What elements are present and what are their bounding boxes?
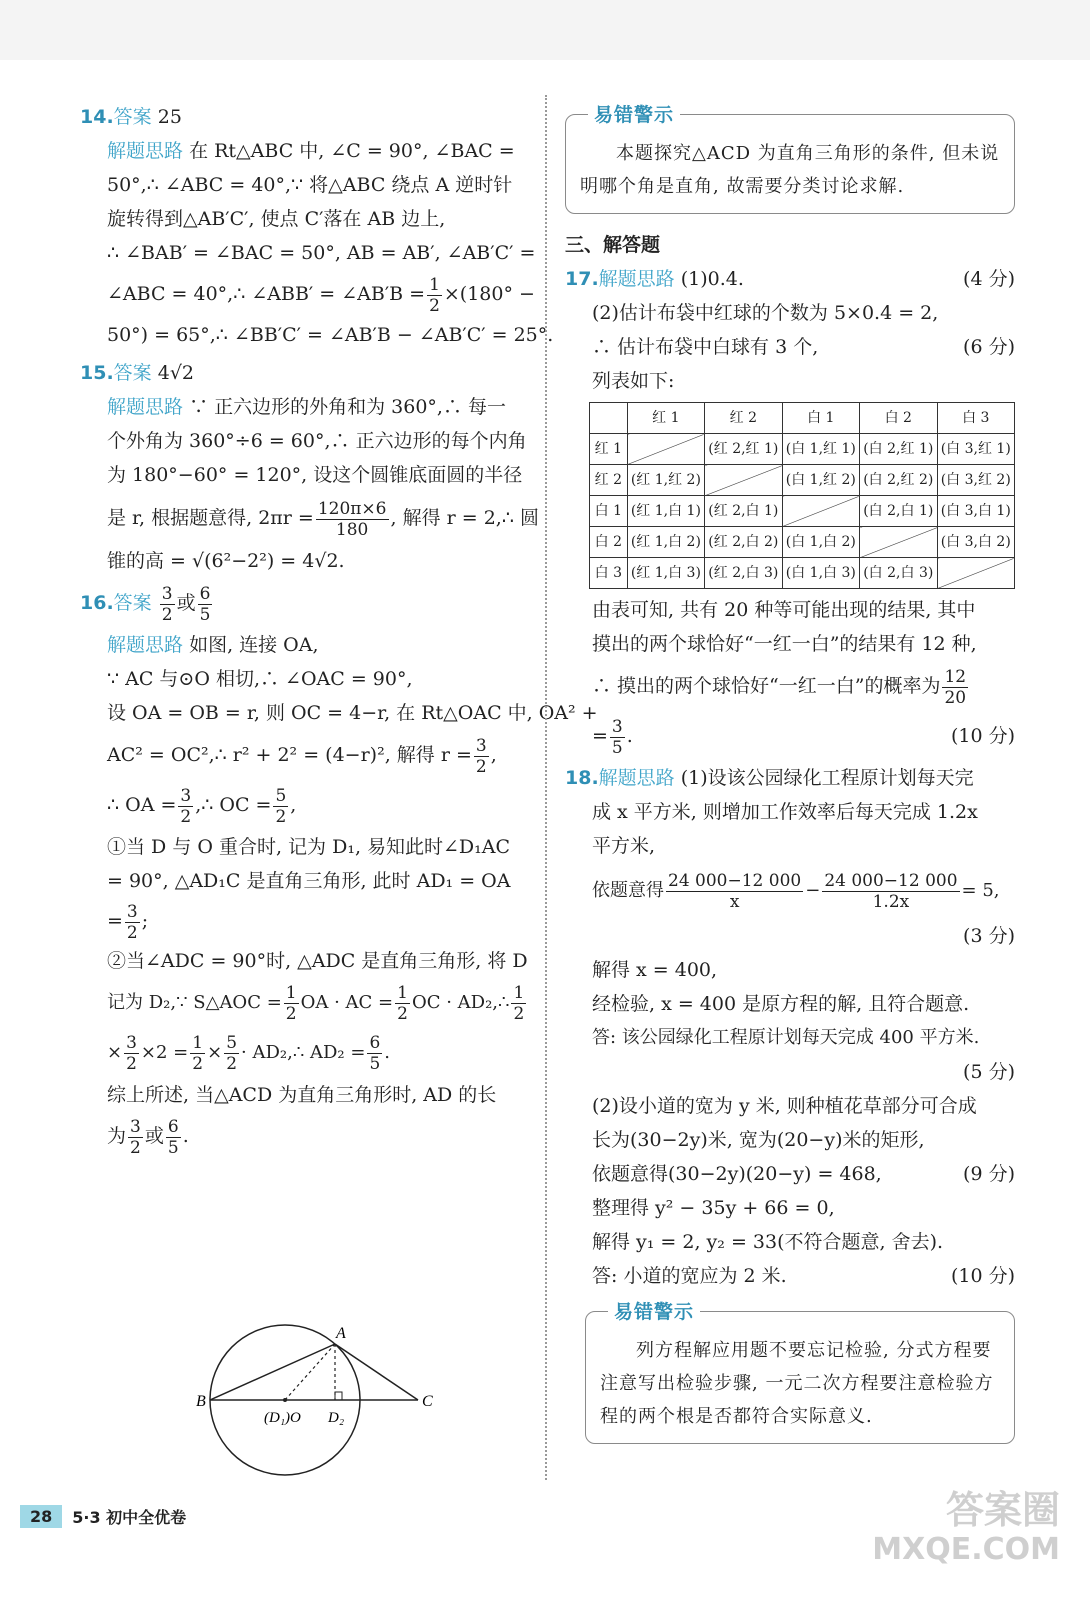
- q17-score-1: (4 分): [963, 268, 1015, 290]
- q15-header: [80, 356, 530, 390]
- q18-score-7: (5 分): [963, 1061, 1015, 1083]
- table-cell: (白 1,红 2): [782, 465, 859, 496]
- q16-text-1: 如图, 连接 OA,: [189, 634, 319, 656]
- table-cell: (白 2,红 2): [860, 465, 937, 496]
- table-cell-diagonal: [860, 527, 937, 558]
- fraction: [128, 1117, 143, 1158]
- q17-score-3: (6 分): [963, 336, 1015, 358]
- denominator: x: [729, 891, 740, 912]
- table-cell: (白 3,红 2): [937, 465, 1015, 496]
- q14-tag: 解题思路: [107, 140, 184, 162]
- q18-text-4b: −: [805, 880, 821, 901]
- q18-line-2: 成 x 平方米, 则增加工作效率后每天完成 1.2x: [592, 801, 978, 823]
- q18-line-11: 整理得 y² − 35y + 66 = 0,: [592, 1197, 835, 1219]
- watermark-logo: 答案圈: [945, 1488, 1060, 1532]
- q17-line-3: [565, 330, 1015, 364]
- q15-line-1: [80, 390, 530, 424]
- table-cell: (白 1,白 3): [782, 558, 859, 589]
- table-cell: (红 2,红 1): [705, 434, 782, 465]
- q14-line-1: [80, 134, 530, 168]
- table-cell: 白 1: [590, 496, 628, 527]
- fraction: [474, 736, 489, 777]
- numerator: 120π×6: [317, 498, 387, 519]
- q16-text-5b: ,∴ OC =: [195, 794, 272, 816]
- denominator: 1.2x: [872, 891, 910, 912]
- table-cell-diagonal: [705, 465, 782, 496]
- q17-line-6: 摸出的两个球恰好“一红一白”的结果有 12 种,: [592, 633, 977, 655]
- table-cell: (红 1,白 2): [627, 527, 704, 558]
- q14-text-5a: ∠ABC = 40°,∴ ∠ABB′ = ∠AB′B =: [107, 283, 426, 305]
- numerator: 24 000−12 000: [824, 870, 958, 891]
- q16-text-11a: ×: [107, 1042, 123, 1063]
- table-cell: (红 1,红 2): [627, 465, 704, 496]
- q18-tag: 解题思路: [598, 767, 675, 789]
- fraction: [190, 1033, 205, 1074]
- table-cell: (红 1,白 1): [627, 496, 704, 527]
- q14-line-4: ∴ ∠BAB′ = ∠BAC = 50°, AB = AB′, ∠AB′C′ =: [107, 242, 536, 264]
- q18-text-4a: 依题意得: [592, 880, 664, 901]
- table-row: [590, 496, 1015, 527]
- denominator: 2: [397, 1003, 408, 1024]
- q16-line-6: ①当 D 与 O 重合时, 记为 D₁, 易知此时∠D₁AC: [107, 836, 511, 858]
- q18-line-1: [565, 761, 1015, 795]
- warning-box-2: [585, 1301, 1015, 1444]
- q16-line-12: 综上所述, 当△ACD 为直角三角形时, AD 的长: [107, 1084, 497, 1106]
- table-cell: (白 2,红 1): [860, 434, 937, 465]
- q16-text-5a: ∴ OA =: [107, 794, 177, 816]
- q15-text-4b: , 解得 r = 2,∴ 圆: [390, 507, 539, 529]
- fraction: [124, 1033, 139, 1074]
- fraction: [160, 584, 175, 625]
- table-cell: (白 1,白 2): [782, 527, 859, 558]
- q14-line-6: 50°) = 65°,∴ ∠BB′C′ = ∠AB′B − ∠AB′C′ = 25°.: [107, 324, 554, 346]
- numerator: 5: [275, 785, 287, 806]
- q17-tag: 解题思路: [598, 268, 675, 290]
- table-header-row: [590, 403, 1015, 434]
- q16-text-11e: · AD₂,∴ AD₂ =: [241, 1042, 366, 1063]
- table-cell: (白 3,红 1): [937, 434, 1015, 465]
- numerator: 3: [126, 1032, 137, 1053]
- fraction: [273, 786, 288, 827]
- q16-text-13a: 为: [107, 1125, 127, 1147]
- q18-line-7: 答: 该公园绿化工程原计划每天完成 400 平方米.: [592, 1027, 980, 1048]
- q16-line-5: [80, 780, 530, 830]
- denominator: 2: [226, 1053, 238, 1074]
- q16-line-7: = 90°, △AD₁C 是直角三角形, 此时 AD₁ = OA: [107, 870, 511, 892]
- table-cell-diagonal: [937, 558, 1015, 589]
- table-cell: 白 2: [590, 527, 628, 558]
- table-row: [590, 434, 1015, 465]
- q14-number: 14.: [80, 106, 114, 128]
- q18-line-3: 平方米,: [592, 835, 656, 857]
- q17-line-8: [565, 711, 1015, 761]
- page-number: 28: [20, 1505, 62, 1528]
- fraction: [125, 902, 140, 943]
- q18-line-9: 长为(30−2y)米, 宽为(20−y)米的矩形,: [592, 1129, 925, 1151]
- numerator: 24 000−12 000: [668, 870, 802, 891]
- label-b: B: [196, 1393, 206, 1410]
- line-ac: [335, 1344, 418, 1400]
- column-divider: [545, 95, 547, 1480]
- numerator: 6: [199, 583, 211, 604]
- numerator: 3: [161, 583, 173, 604]
- denominator: 2: [513, 1003, 525, 1024]
- q16-tag: 解题思路: [107, 634, 184, 656]
- denominator: 20: [944, 687, 967, 708]
- q14-header: [80, 100, 530, 134]
- q16-text-4a: AC² = OC²,∴ r² + 2² = (4−r)², 解得 r =: [107, 744, 472, 766]
- numerator: 3: [130, 1116, 141, 1137]
- denominator: 2: [161, 604, 173, 625]
- q17-text-7a: ∴ 摸出的两个球恰好“一红一白”的概率为: [592, 675, 941, 697]
- q15-line-3: 为 180°−60° = 120°, 设这个圆锥底面圆的半径: [107, 464, 523, 486]
- q17-score-8: (10 分): [950, 725, 1015, 747]
- q15-number: 15.: [80, 362, 114, 384]
- q17-line-2: (2)估计布袋中红球的个数为 5×0.4 = 2,: [592, 302, 939, 324]
- q14-line-5: [80, 270, 535, 318]
- warning-title-2: 易错警示: [608, 1296, 700, 1329]
- q16-or: 或: [176, 592, 196, 614]
- q15-text-4a: 是 r, 根据题意得, 2πr =: [107, 507, 314, 529]
- table-cell: (白 1,红 1): [782, 434, 859, 465]
- numerator: 12: [944, 666, 967, 687]
- table-cell: 红 2: [590, 465, 628, 496]
- denominator: 2: [126, 922, 138, 943]
- fraction: [427, 275, 442, 316]
- q14-answer: 25: [157, 106, 182, 128]
- q16-answer-label: 答案: [113, 592, 152, 614]
- q15-line-4: [80, 492, 539, 544]
- table-cell: 白 3: [937, 403, 1015, 434]
- warning-title-1: 易错警示: [588, 99, 680, 132]
- table-row: [590, 558, 1015, 589]
- table-cell-diagonal: [782, 496, 859, 527]
- numerator: 5: [226, 1032, 238, 1053]
- q16-text-11c: ×: [207, 1042, 223, 1063]
- q16-line-1: [80, 628, 530, 662]
- q16-text-5c: ,: [290, 794, 297, 816]
- q18-score-row-7: [565, 1055, 1015, 1089]
- fraction: [224, 1033, 239, 1074]
- q16-line-10: [80, 978, 530, 1028]
- q16-line-3: 设 OA = OB = r, 则 OC = 4−r, 在 Rt△OAC 中, OA² +: [107, 702, 598, 724]
- q14-answer-label: 答案: [113, 106, 152, 128]
- denominator: 2: [429, 295, 440, 316]
- q18-text-1: (1)设该公园绿化工程原计划每天完: [680, 767, 974, 789]
- denominator: 5: [167, 1137, 179, 1158]
- q14-line-2: 50°,∴ ∠ABC = 40°,∵ 将△ABC 绕点 A 逆时针: [107, 174, 513, 196]
- q16-line-2: ∵ AC 与⊙O 相切,∴ ∠OAC = 90°,: [107, 668, 413, 690]
- numerator: 3: [475, 735, 487, 756]
- q18-text-10: 依题意得(30−2y)(20−y) = 468,: [592, 1163, 882, 1185]
- watermark: [872, 1490, 1060, 1570]
- q16-text-13c: .: [182, 1125, 189, 1147]
- q17-text-1: (1)0.4.: [680, 268, 744, 290]
- q16-text-4b: ,: [490, 744, 497, 766]
- numerator: 3: [180, 785, 192, 806]
- label-o: (D₁)O: [264, 1410, 301, 1426]
- fraction: [166, 1117, 181, 1158]
- q14-text-1: 在 Rt△ABC 中, ∠C = 90°, ∠BAC =: [189, 140, 515, 162]
- numerator: 1: [397, 982, 408, 1003]
- table-cell: (红 2,白 3): [705, 558, 782, 589]
- q16-line-13: [80, 1112, 530, 1160]
- q16-text-8a: =: [107, 910, 123, 932]
- q18-text-13: 答: 小道的宽应为 2 米.: [592, 1265, 787, 1287]
- q16-number: 16.: [80, 592, 114, 614]
- numerator: 1: [429, 274, 440, 295]
- q17-line-7: [565, 661, 1015, 711]
- fraction: [942, 667, 968, 708]
- q18-line-8: (2)设小道的宽为 y 米, 则种植花草部分可合成: [592, 1095, 977, 1117]
- q16-text-13b: 或: [144, 1125, 164, 1147]
- q15-line-5: 锥的高 = √(6²−2²) = 4√2.: [107, 550, 345, 572]
- table-cell: (红 2,白 2): [705, 527, 782, 558]
- fraction: [316, 499, 389, 540]
- denominator: 2: [180, 806, 192, 827]
- q14-line-3: 旋转得到△AB′C′, 使点 C′落在 AB 边上,: [107, 208, 446, 230]
- numerator: 6: [167, 1116, 179, 1137]
- right-column: [565, 100, 1015, 1444]
- table-cell: (白 3,白 1): [937, 496, 1015, 527]
- q18-score-13: (10 分): [950, 1265, 1015, 1287]
- point-o: [283, 1398, 287, 1402]
- denominator: 5: [611, 737, 623, 758]
- denominator: 180: [335, 519, 369, 540]
- table-row: [590, 527, 1015, 558]
- line-ao: [285, 1344, 335, 1400]
- fraction: [822, 871, 959, 912]
- q16-line-11: [80, 1028, 530, 1078]
- watermark-url: MXQE.COM: [872, 1532, 1060, 1567]
- table-cell-diagonal: [627, 434, 704, 465]
- numerator: 1: [513, 982, 525, 1003]
- q18-line-13: [565, 1259, 1015, 1293]
- q17-text-8b: .: [626, 725, 633, 747]
- table-row: [590, 465, 1015, 496]
- numerator: 3: [611, 716, 623, 737]
- q16-text-11f: .: [384, 1042, 391, 1063]
- q16-text-10a: 记为 D₂,∵ S△AOC =: [107, 992, 282, 1013]
- fraction: [198, 584, 213, 625]
- q18-line-6: 经检验, x = 400 是原方程的解, 且符合题意.: [592, 993, 970, 1015]
- q16-text-11b: ×2 =: [140, 1042, 189, 1063]
- numerator: 3: [126, 901, 138, 922]
- table-cell: 白 3: [590, 558, 628, 589]
- q16-figure: [190, 1320, 450, 1480]
- fraction: [178, 786, 193, 827]
- fraction: [367, 1033, 382, 1074]
- outcome-table: [589, 402, 1015, 589]
- denominator: 2: [126, 1053, 137, 1074]
- label-c: C: [422, 1393, 433, 1410]
- denominator: 5: [369, 1053, 381, 1074]
- fraction: [610, 717, 625, 758]
- q18-number: 18.: [565, 767, 599, 789]
- table-cell: 白 1: [782, 403, 859, 434]
- book-title: 5·3 初中全优卷: [72, 1507, 187, 1527]
- q16-line-8: [80, 898, 530, 944]
- numerator: 1: [192, 1032, 204, 1053]
- section-title: 三、解答题: [565, 234, 661, 256]
- q18-line-5: 解得 x = 400,: [592, 959, 718, 981]
- q15-answer-label: 答案: [113, 362, 152, 384]
- q17-number: 17.: [565, 268, 599, 290]
- q17-line-4: 列表如下:: [592, 370, 675, 392]
- table-cell: (白 2,白 1): [860, 496, 937, 527]
- table-cell: [590, 403, 628, 434]
- denominator: 2: [130, 1137, 141, 1158]
- numerator: 1: [285, 982, 297, 1003]
- table-cell: 红 2: [705, 403, 782, 434]
- label-a: A: [336, 1325, 346, 1342]
- q15-answer: 4√2: [157, 362, 195, 384]
- footer: [20, 1500, 186, 1532]
- table-cell: 红 1: [590, 434, 628, 465]
- fraction: [666, 871, 803, 912]
- denominator: 2: [475, 756, 487, 777]
- q16-text-10c: OC · AD₂,∴: [411, 992, 510, 1013]
- warning-text-1: 本题探究△ACD 为直角三角形的条件, 但未说明哪个角是直角, 故需要分类讨论求解.: [580, 143, 1000, 197]
- fraction: [395, 983, 410, 1024]
- denominator: 5: [199, 604, 211, 625]
- denominator: 2: [192, 1053, 204, 1074]
- table-cell: 红 1: [627, 403, 704, 434]
- numerator: 6: [369, 1032, 381, 1053]
- denominator: 2: [285, 1003, 297, 1024]
- q18-score-10: (9 分): [963, 1163, 1015, 1185]
- warning-text-2: 列方程解应用题不要忘记检验, 分式方程要注意写出检验步骤, 一元二次方程要注意检验方程的两个根是否都符合实际意义.: [600, 1340, 994, 1427]
- right-angle-mark: [335, 1392, 342, 1400]
- q17-line-5: 由表可知, 共有 20 种等可能出现的结果, 其中: [592, 599, 976, 621]
- fraction: [284, 983, 299, 1024]
- warning-box-1: [565, 104, 1015, 214]
- table-cell: (白 2,白 3): [860, 558, 937, 589]
- line-ab: [210, 1344, 335, 1400]
- table-cell: (红 2,白 1): [705, 496, 782, 527]
- q18-text-4c: = 5,: [961, 880, 1000, 901]
- top-band: [0, 0, 1090, 60]
- q16-header: [80, 578, 530, 628]
- fraction: [511, 983, 526, 1024]
- denominator: 2: [275, 806, 287, 827]
- q18-line-10: [565, 1157, 1015, 1191]
- q18-line-4: [565, 863, 1015, 919]
- q18-score-row-4: [565, 919, 1015, 953]
- q14-text-5b: ×(180° −: [443, 283, 535, 305]
- q16-text-10b: OA · AC =: [300, 992, 394, 1013]
- q18-line-12: 解得 y₁ = 2, y₂ = 33(不符合题意, 舍去).: [592, 1231, 944, 1253]
- q16-line-9: ②当∠ADC = 90°时, △ADC 是直角三角形, 将 D: [107, 950, 528, 972]
- q17-text-8a: =: [592, 725, 608, 747]
- q16-line-4: [80, 730, 530, 780]
- table-cell: 白 2: [860, 403, 937, 434]
- table-cell: (白 3,白 2): [937, 527, 1015, 558]
- q15-tag: 解题思路: [107, 396, 184, 418]
- table-cell: (红 1,白 3): [627, 558, 704, 589]
- label-d2: D₂: [328, 1410, 345, 1426]
- q15-text-1: ∵ 正六边形的外角和为 360°,∴ 每一: [189, 396, 506, 418]
- q17-text-3: ∴ 估计布袋中白球有 3 个,: [592, 336, 819, 358]
- q17-line-1: [565, 262, 1015, 296]
- q16-text-8b: ;: [141, 910, 149, 932]
- q18-score-4: (3 分): [963, 925, 1015, 947]
- q15-line-2: 个外角为 360°÷6 = 60°,∴ 正六边形的每个内角: [107, 430, 527, 452]
